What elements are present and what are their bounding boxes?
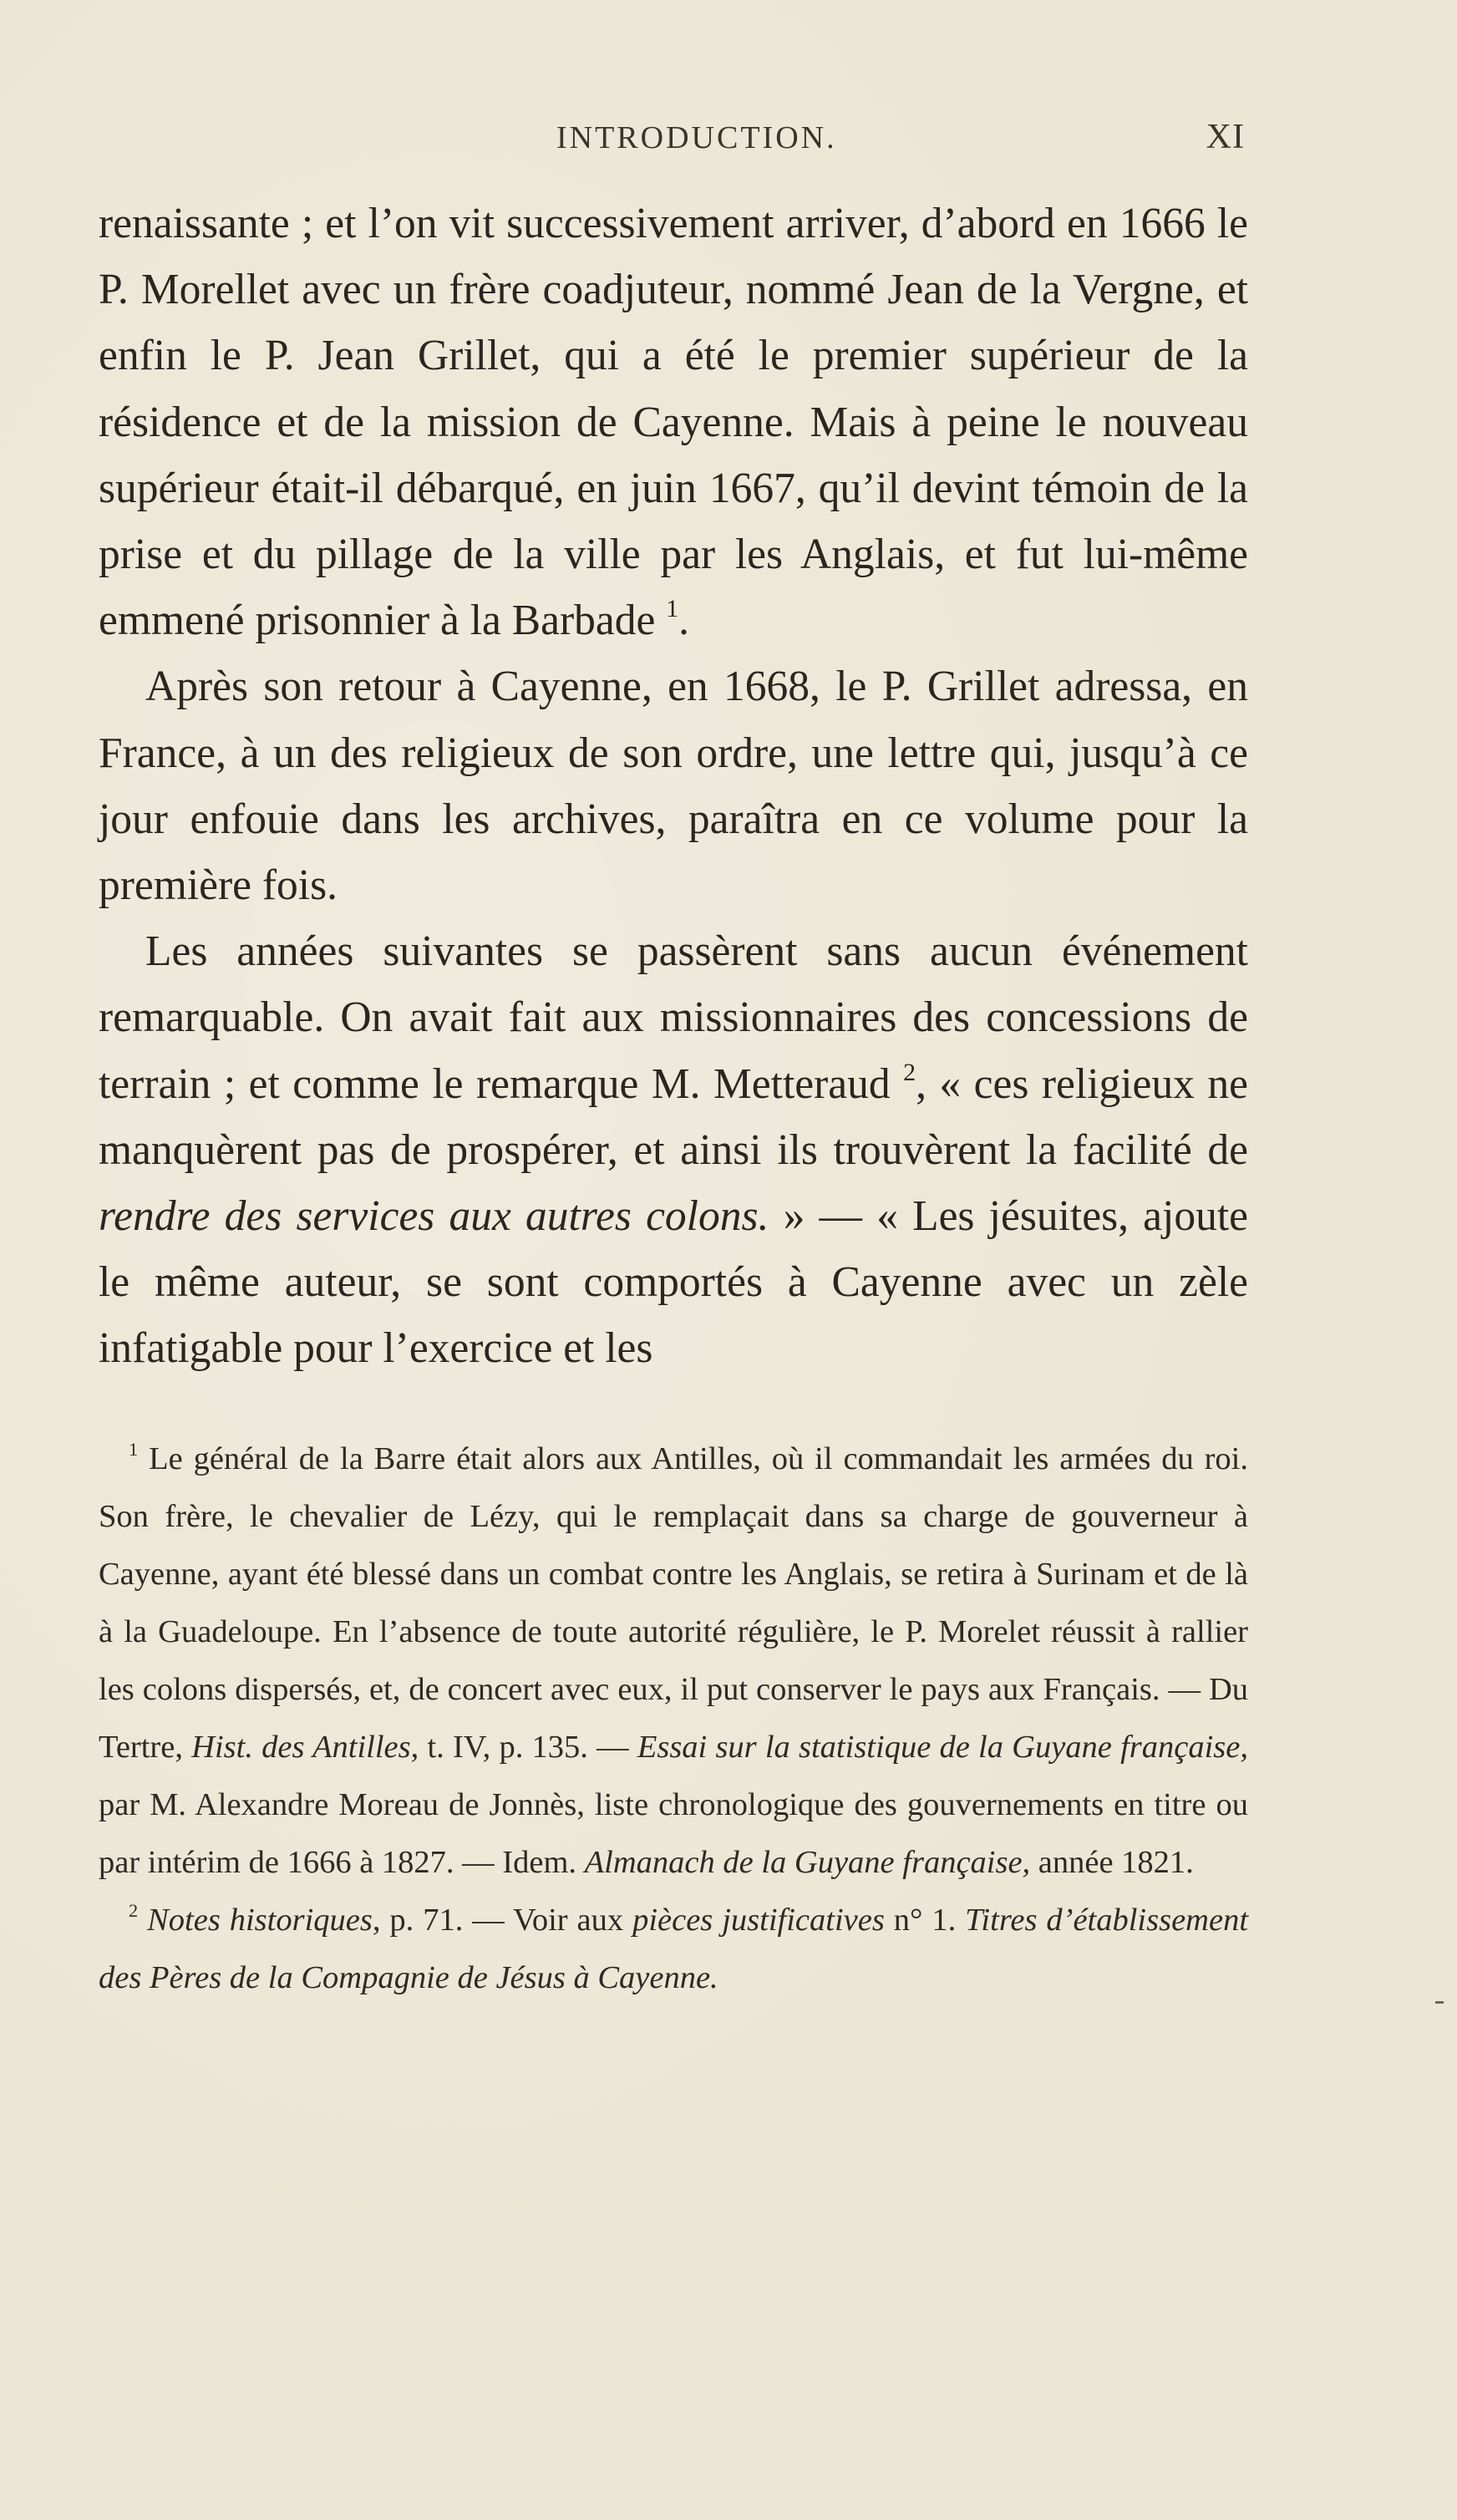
paragraph-2: Après son retour à Cayenne, en 1668, le P. Grillet adressa, en France, à un des religieux de son ordre, une lettre qui, jusqu’à ce jour enfouie dans les archives, paraîtra en ce volume pour la première fois.	[99, 663, 1248, 910]
footnote-2-marker: 2	[129, 1899, 139, 1921]
page-edge-mark	[1435, 2001, 1444, 2004]
footnote-1-text-c: par M. Alexandre Moreau de Jonnès, liste chronologique des gouvernements en titre ou par intérim de 1666 à 1827. — Idem.	[99, 1786, 1248, 1880]
running-head	[556, 117, 1245, 167]
main-text	[99, 191, 1248, 1382]
page-number: XI	[1206, 118, 1245, 156]
paragraph-3-text-b: , « ces religieux ne manquèrent pas de prospérer, et ainsi ils trouvèrent la facilité de	[99, 1059, 1249, 1174]
footnote-2	[99, 1892, 1248, 2007]
footnote-1	[99, 1430, 1248, 1892]
running-head-title: INTRODUCTION.	[556, 120, 837, 155]
footnote-1-italic-3: Almanach de la Guyane française,	[584, 1844, 1031, 1880]
paragraph-1-text: renaissante ; et l’on vit successivement arriver, d’abord en 1666 le P. Morellet avec un frère coadjuteur, nommé Jean de la Vergne, et enfin le P. Jean Grillet, qui a été le premier supérieur de la résidence et de la mission de Cayenne. Mais à peine le nouveau supérieur était-il débarqué, en juin 1667, qu’il devint témoin de la prise et du pillage de la ville par les Anglais, et fut lui-même emmené prisonnier à la Barbade	[99, 200, 1248, 645]
footnote-1-text-b: , t. IV, p. 135. —	[410, 1729, 629, 1765]
footnote-1-text-a: Le général de la Barre était alors aux Antilles, où il commandait les armées du roi. Son frère, le chevalier de Lézy, qui le remplaçait dans sa charge de gouverneur à Cayenne, ayant été blessé dans un combat contre les Anglais, se retira à Surinam et de là à la Guadeloupe. En l’absence de toute autorité régulière, le P. Morelet réussit à rallier les colons dispersés, et, de concert avec eux, il put conserver le pays aux Français. — Du Tertre,	[99, 1440, 1249, 1765]
paragraph-1-end: .	[678, 597, 690, 645]
paragraph-3-italic: rendre des services aux autres colons.	[99, 1192, 769, 1241]
paragraph-3	[99, 918, 1248, 1381]
paragraph-3-text-a: Les années suivantes se passèrent sans aucun événement remarquable. On avait fait aux missionnaires des concessions de terrain ; et comme le remarque M. Metteraud	[99, 927, 1248, 1108]
footnote-ref-1: 1	[666, 595, 679, 623]
footnote-1-italic-2: Essai sur la statistique de la Guyane française,	[637, 1729, 1249, 1765]
footnotes	[99, 1430, 1248, 2007]
footnote-2-text-a: , p. 71. — Voir aux	[372, 1902, 624, 1938]
footnote-1-italic-1: Hist. des Antilles	[191, 1729, 411, 1765]
paragraph-1	[99, 191, 1248, 653]
footnote-2-italic-3: Titres d’établissement des Pères de la Compagnie de Jésus à Cayenne.	[99, 1902, 1249, 1995]
footnote-2-italic-1: Notes historiques	[147, 1902, 373, 1938]
paragraph-3-text-c: » — « Les jésuites, ajoute le même auteur, se sont comportés à Cayenne avec un zèle infatigable pour l’exercice et les	[99, 1192, 1249, 1373]
footnote-1-marker: 1	[129, 1438, 139, 1460]
footnote-2-text-b: n° 1.	[893, 1902, 957, 1938]
footnote-ref-2: 2	[903, 1058, 916, 1086]
footnote-1-text-d: année 1821.	[1038, 1844, 1194, 1880]
footnote-2-italic-2: pièces justificatives	[632, 1902, 885, 1938]
